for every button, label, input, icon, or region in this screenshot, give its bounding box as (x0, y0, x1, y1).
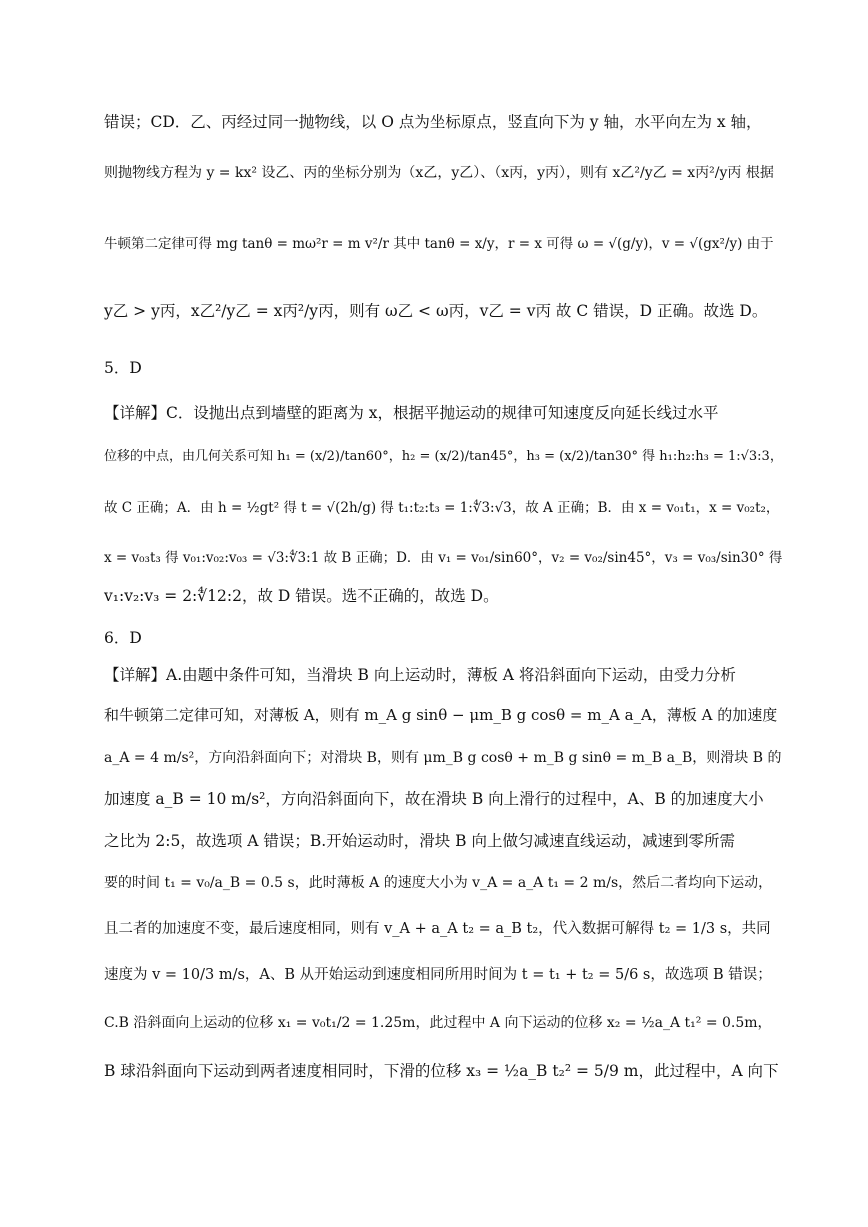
text-line: 牛顿第二定律可得 mg tanθ = mω²r = m v²/r 其中 tanθ = x/y，r = x 可得 ω = √(g/y)，v = √(gx²/y) 由于 (104, 236, 774, 252)
text-line: x = v₀₃t₃ 得 v₀₁:v₀₂:v₀₃ = √3:∜3:1 故 B 正确；D．由 v₁ = v₀₁/sin60°，v₂ = v₀₂/sin45°，v₃ = v₀₃/sin30° 得 (104, 550, 783, 566)
text-line: 和牛顿第二定律可知，对薄板 A，则有 m_A g sinθ − μm_B g cosθ = m_A a_A，薄板 A 的加速度 (104, 706, 778, 724)
text-line: y乙 > y丙，x乙²/y乙 = x丙²/y丙，则有 ω乙 < ω丙，v乙 = v丙 故 C 错误，D 正确。故选 D。 (104, 302, 768, 320)
text-line: 故 C 正确；A．由 h = ½gt² 得 t = √(2h/g) 得 t₁:t₂:t₃ = 1:∜3:√3，故 A 正确；B．由 x = v₀₁t₁，x = v₀₂t₂， (104, 500, 780, 516)
text-line: 之比为 2:5，故选项 A 错误；B.开始运动时，滑块 B 向上做匀减速直线运动，减速到零所需 (104, 832, 735, 850)
text-line: 且二者的加速度不变，最后速度相同，则有 v_A + a_A t₂ = a_B t₂，代入数据可解得 t₂ = 1/3 s，共同 (104, 921, 771, 937)
text-line: 速度为 v = 10/3 m/s，A、B 从开始运动到速度相同所用时间为 t = t₁ + t₂ = 5/6 s，故选项 B 错误； (104, 967, 772, 983)
text-line: B 球沿斜面向下运动到两者速度相同时，下滑的位移 x₃ = ½a_B t₂² = 5/9 m，此过程中，A 向下 (104, 1062, 779, 1080)
text-line: 要的时间 t₁ = v₀/a_B = 0.5 s，此时薄板 A 的速度大小为 v_A = a_A t₁ = 2 m/s，然后二者均向下运动， (104, 875, 773, 891)
text-line: 则抛物线方程为 y = kx² 设乙、丙的坐标分别为（x乙，y乙）、（x丙，y丙），则有 x乙²/y乙 = x丙²/y丙 根据 (104, 165, 774, 181)
text-line: v₁:v₂:v₃ = 2:∜12:2，故 D 错误。选不正确的，故选 D。 (104, 587, 499, 605)
text-line: C.B 沿斜面向上运动的位移 x₁ = v₀t₁/2 = 1.25m，此过程中 A 向下运动的位移 x₂ = ½a_A t₁² = 0.5m， (104, 1015, 772, 1031)
text-line: 加速度 a_B = 10 m/s²，方向沿斜面向下，故在滑块 B 向上滑行的过程中，A、B 的加速度大小 (104, 790, 764, 808)
answer-heading-5: 5．D (104, 359, 142, 377)
text-line: 【详解】A.由题中条件可知，当滑块 B 向上运动时，薄板 A 将沿斜面向下运动，由受力分析 (104, 666, 736, 684)
answer-heading-6: 6．D (104, 629, 142, 647)
text-line: a_A = 4 m/s²，方向沿斜面向下；对滑块 B，则有 μm_B g cosθ + m_B g sinθ = m_B a_B，则滑块 B 的 (104, 750, 782, 766)
text-line: 错误；CD．乙、丙经过同一抛物线，以 O 点为坐标原点，竖直向下为 y 轴，水平向左为 x 轴， (104, 113, 762, 131)
text-line: 位移的中点，由几何关系可知 h₁ = (x/2)/tan60°，h₂ = (x/2)/tan45°，h₃ = (x/2)/tan30° 得 h₁:h₂:h₃ = 1:√3:3， (104, 449, 783, 464)
text-line: 【详解】C．设抛出点到墙壁的距离为 x，根据平抛运动的规律可知速度反向延长线过水平 (104, 404, 719, 422)
